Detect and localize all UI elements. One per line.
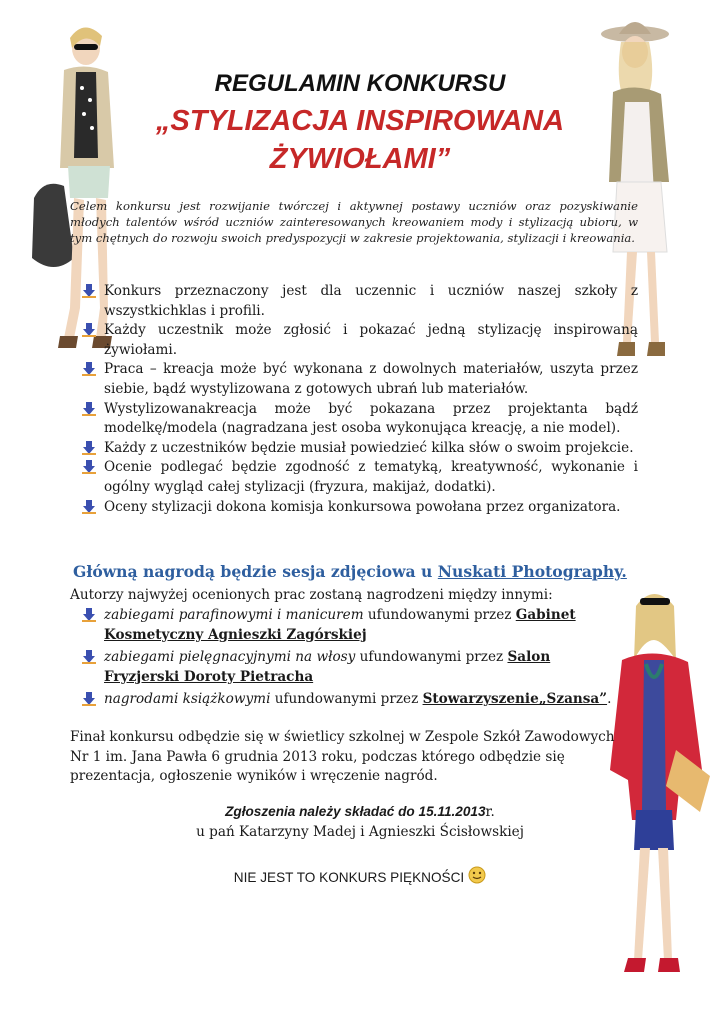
title-block	[120, 70, 600, 178]
title-line-1: REGULAMIN KONKURSU	[214, 70, 506, 97]
prize-item	[80, 648, 620, 687]
intro-paragraph: Celem konkursu jest rozwijanie twórczej i aktywnej postawy uczniów oraz pozyskiwanie młodych talentów wśród uczniów zainteresowanych kreowaniem mody i stylizacją ubioru, w tym chętnych do rozwoju swoich predyspozycji w zakresie projektowania, stylizacji i kreowania.	[70, 199, 638, 245]
prizes-list	[80, 606, 620, 713]
prize-sponsor: Gabinet Kosmetyczny Agnieszki Zagórskiej	[104, 607, 576, 643]
smiley-icon	[468, 866, 486, 884]
arrow-bullet-icon	[82, 362, 96, 376]
arrow-bullet-icon	[82, 460, 96, 474]
prize-connector: ufundowanymi przez	[363, 607, 516, 623]
deadline-block	[120, 802, 600, 842]
rule-text: Konkurs przeznaczony jest dla uczennic i uczniów naszej szkoły z wszystkichklas i profili.	[104, 283, 638, 319]
arrow-bullet-icon	[82, 284, 96, 298]
rule-item	[80, 400, 638, 439]
rule-text: Wystylizowanakreacja może być pokazana przez projektanta bądź modelkę/modela (nagradzana jest osoba wykonująca kreację, a nie model).	[104, 400, 638, 437]
prize-sponsor: Stowarzyszenie„Szansa”	[422, 691, 608, 708]
prize-connector: ufundowanymi przez	[270, 691, 423, 708]
prize-connector: ufundowanymi przez	[355, 649, 508, 666]
prize-description: nagrodami książkowymi	[104, 691, 271, 708]
title-line-2: „STYLIZACJA INSPIROWANA	[155, 105, 565, 137]
rule-item	[80, 321, 638, 360]
prize-heading-text: Główną nagrodą będzie sesja zdjęciowa u	[73, 562, 438, 581]
rule-item	[80, 498, 638, 518]
prize-description: zabiegami pielęgnacyjnymi na włosy	[104, 649, 356, 666]
prize-subheading: Autorzy najwyżej ocenionych prac zostaną nagrodzeni między innymi:	[70, 587, 553, 603]
prize-sponsor: Salon Fryzjerski Doroty Pietracha	[104, 649, 551, 685]
prize-description: zabiegami parafinowymi i manicurem	[104, 607, 364, 623]
prize-heading	[73, 562, 627, 581]
prize-item	[80, 690, 620, 710]
final-paragraph: Finał konkursu odbędzie się w świetlicy szkolnej w Zespole Szkół Zawodowych Nr 1 im. Jana Pawła 6 grudnia 2013 roku, podczas którego odbędzie się prezentacja, ogłoszenie wyników i wręczenie nagród.	[70, 729, 615, 785]
photographer-link[interactable]: Nuskati Photography.	[437, 562, 627, 581]
rule-text: Każdy z uczestników będzie musiał powiedzieć kilka słów o swoim projekcie.	[104, 439, 634, 456]
rule-text: Praca – kreacja może być wykonana z dowolnych materiałów, uszyta przez siebie, bądź wystylizowana z gotowych ubrań lub materiałów.	[104, 361, 638, 397]
rule-text: Ocenie podlegać będzie zgodność z tematyką, kreatywność, wykonanie i ogólny wygląd całej stylizacji (fryzura, makijaż, dodatki).	[104, 459, 638, 495]
title-line-3: ŻYWIOŁAMI”	[269, 143, 451, 175]
deadline-line-2: u pań Katarzyny Madej i Agnieszki Ścisłowskiej	[196, 823, 524, 840]
arrow-bullet-icon	[82, 692, 96, 706]
arrow-bullet-icon	[82, 323, 96, 337]
rule-item	[80, 458, 638, 497]
deadline-date: Zgłoszenia należy składać do 15.11.2013	[225, 804, 486, 819]
rule-item	[80, 439, 638, 459]
closing-line	[120, 866, 600, 885]
deadline-line-1	[120, 802, 600, 823]
closing-text: NIE JEST TO KONKURS PIĘKNOŚCI	[233, 870, 465, 885]
arrow-bullet-icon	[82, 650, 96, 664]
arrow-bullet-icon	[82, 402, 96, 416]
rules-list	[80, 282, 638, 517]
rule-item	[80, 360, 638, 399]
rule-text: Oceny stylizacji dokona komisja konkursowa powołana przez organizatora.	[104, 498, 621, 515]
arrow-bullet-icon	[82, 500, 96, 514]
rule-text: Każdy uczestnik może zgłosić i pokazać jedną stylizację inspirowaną żywiołami.	[104, 322, 638, 358]
arrow-bullet-icon	[82, 608, 96, 622]
rule-item	[80, 282, 638, 321]
prize-end: .	[607, 691, 612, 708]
deadline-suffix: r.	[485, 804, 495, 820]
prize-item	[80, 606, 620, 645]
arrow-bullet-icon	[82, 441, 96, 455]
